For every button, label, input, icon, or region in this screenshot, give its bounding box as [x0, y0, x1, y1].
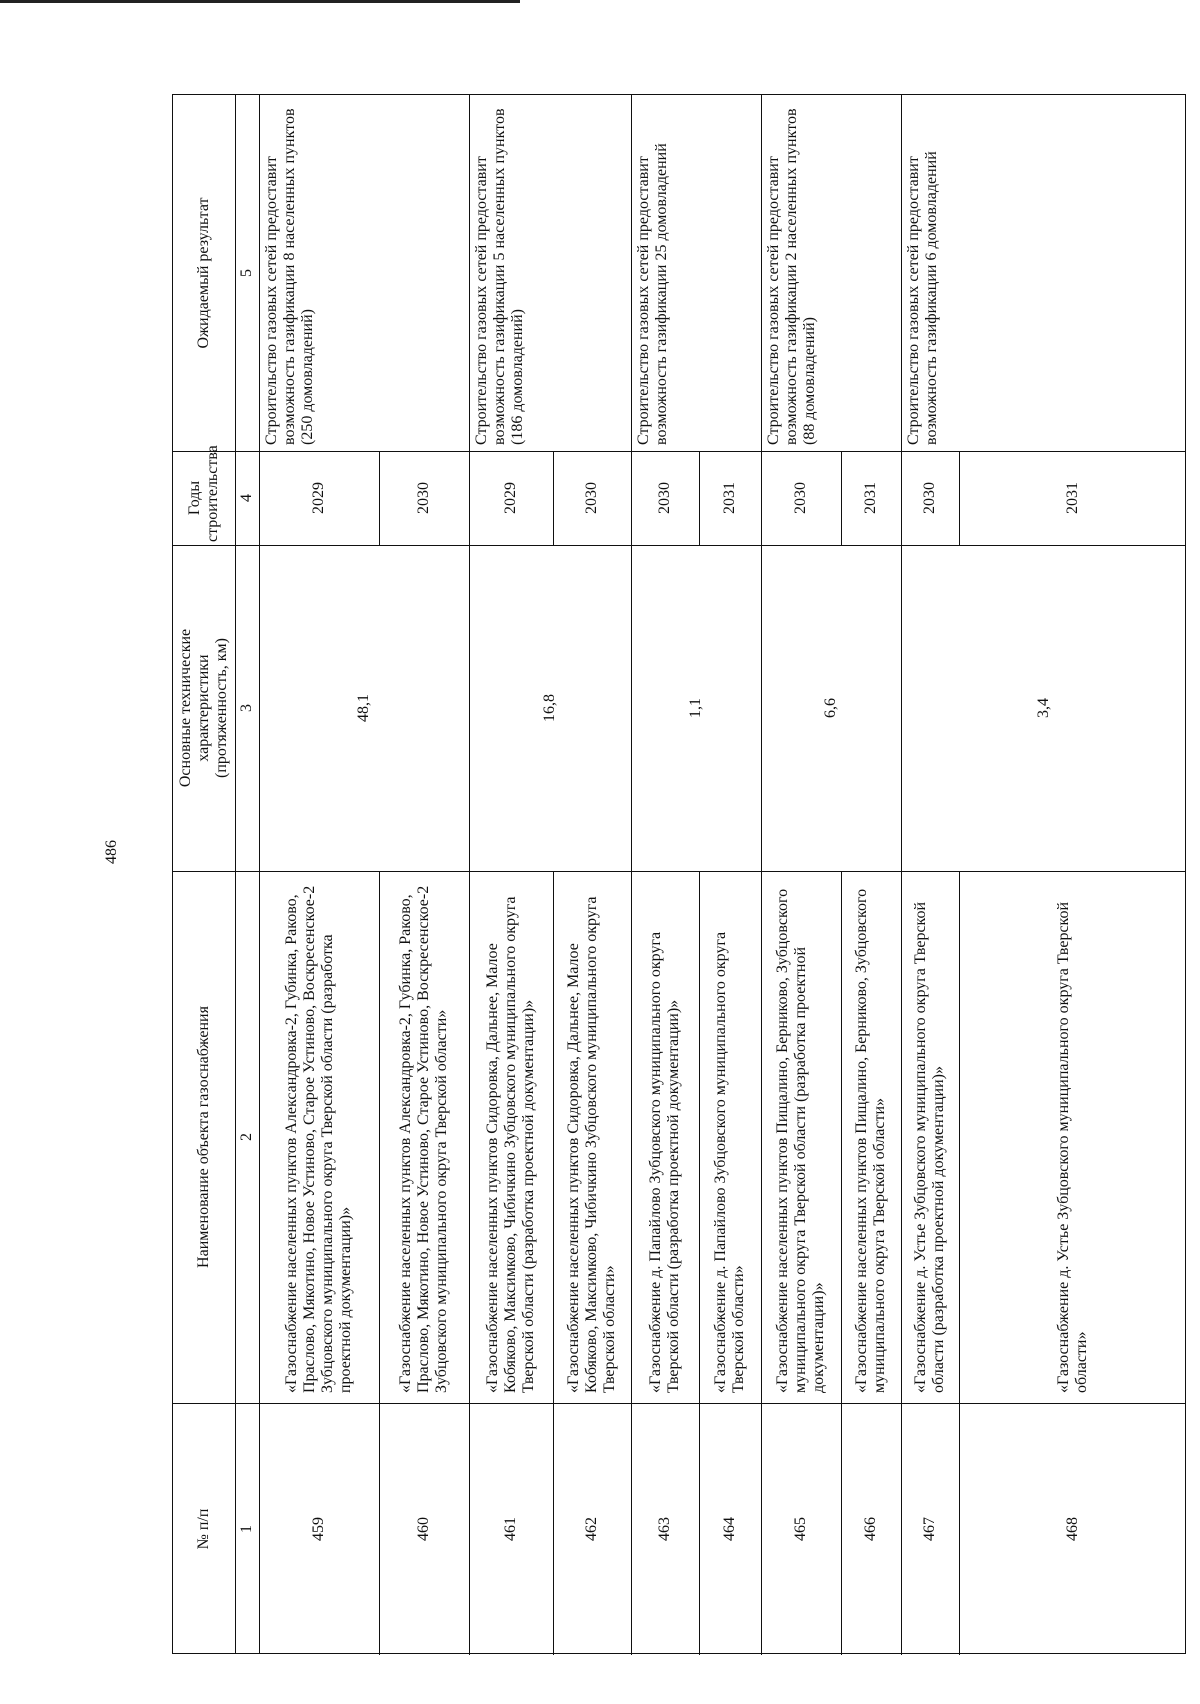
group-result: [631, 95, 761, 451]
row-object-name-text: «Газоснабжение населенных пунктов Сидоровка, Дальнее, Малое Кобяково, Максимково, Чибичкино Зубцовского муниципального округа Тверской области»: [564, 896, 619, 1393]
row-number: [631, 1403, 699, 1655]
row-year-text: 2029: [309, 482, 327, 514]
header-number-5: 5: [237, 269, 255, 277]
group-length-text: 16,8: [540, 694, 558, 722]
row-number: [379, 1403, 469, 1655]
header-num: № п/п: [194, 1508, 212, 1550]
group-result-text: Строительство газовых сетей предоставит возможность газификации 5 населенных пунктов (186 домовладений): [473, 108, 527, 445]
row-year: [631, 451, 699, 545]
row-object-name: [631, 871, 699, 1403]
row-object-name: [379, 871, 469, 1403]
row-object-name-text: «Газоснабжение д. Папайлово Зубцовского муниципального округа Тверской области (разработка проектной документации)»: [646, 931, 682, 1393]
header-number-4: 4: [237, 494, 255, 502]
row-number-text: 467: [920, 1517, 938, 1541]
row-number: [901, 1403, 959, 1655]
row-number: [761, 1403, 841, 1655]
group-result-text: Строительство газовых сетей предоставит возможность газификации 8 населенных пунктов (250 домовладений): [263, 108, 317, 445]
row-object-name-text: «Газоснабжение д. Устье Зубцовского муниципального округа Тверской области (разработка проектной документации)»: [911, 901, 947, 1393]
row-year-text: 2031: [861, 482, 879, 514]
group-length: [901, 545, 1187, 871]
group-result: [901, 95, 1187, 451]
row-object-name: [699, 871, 761, 1403]
group-length: [631, 545, 761, 871]
group-length: [469, 545, 631, 871]
row-object-name-text: «Газоснабжение населенных пунктов Пищалино, Берниково, Зубцовского муниципального округа Тверской области (разработка проектной документации)»: [773, 888, 828, 1393]
row-number-text: 462: [582, 1517, 600, 1541]
row-object-name: [259, 871, 379, 1403]
row-number-text: 459: [309, 1517, 327, 1541]
group-length-text: 3,4: [1034, 698, 1052, 718]
row-number-text: 461: [501, 1517, 519, 1541]
header-number-1: 1: [237, 1525, 255, 1533]
group-length: [761, 545, 901, 871]
page-number: 486: [103, 840, 120, 864]
group-length-text: 6,6: [821, 698, 839, 718]
group-result: [469, 95, 631, 451]
row-year: [761, 451, 841, 545]
row-number-text: 466: [861, 1517, 879, 1541]
row-object-name: [901, 871, 959, 1403]
row-number-text: 464: [720, 1517, 738, 1541]
row-number: [469, 1403, 553, 1655]
row-object-name: [469, 871, 553, 1403]
row-number: [959, 1403, 1187, 1655]
row-year: [959, 451, 1187, 545]
group-result-text: Строительство газовых сетей предоставит возможность газификации 25 домовладений: [635, 143, 671, 445]
row-object-name-text: «Газоснабжение населенных пунктов Сидоровка, Дальнее, Малое Кобяково, Максимково, Чибичкино Зубцовского муниципального округа Тверской области (разработка проектной документации)»: [483, 896, 538, 1393]
group-length: [259, 545, 469, 871]
header-name: Наименование объекта газоснабжения: [194, 1006, 212, 1268]
group-result-text: Строительство газовых сетей предоставит возможность газификации 2 населенных пунктов (88 домовладений): [765, 108, 819, 445]
row-object-name-text: «Газоснабжение д. Устье Зубцовского муниципального округа Тверской области»: [1054, 901, 1090, 1393]
row-year: [469, 451, 553, 545]
group-result: [259, 95, 469, 451]
header-result: Ожидаемый результат: [194, 197, 212, 349]
row-number-text: 460: [414, 1517, 432, 1541]
row-number: [841, 1403, 901, 1655]
group-length-text: 48,1: [354, 694, 372, 722]
row-number: [553, 1403, 631, 1655]
row-object-name-text: «Газоснабжение д. Папайлово Зубцовского муниципального округа Тверской области»: [711, 931, 747, 1393]
header-years: Годы строительства: [185, 445, 221, 542]
row-object-name: [841, 871, 901, 1403]
row-year: [901, 451, 959, 545]
header-number-2: 2: [237, 1133, 255, 1141]
row-object-name-text: «Газоснабжение населенных пунктов Александровка-2, Губинка, Раково, Праслово, Мякотино, Новое Устиново, Старое Устиново, Воскресенское-2 Зубцовского муниципального округа Тверской области (разработка проектной документации)»: [282, 885, 355, 1393]
group-result: [761, 95, 901, 451]
row-year-text: 2031: [1063, 482, 1081, 514]
top-border-line: [0, 0, 520, 3]
row-number: [259, 1403, 379, 1655]
row-year-text: 2030: [791, 482, 809, 514]
header-number-3: 3: [237, 704, 255, 712]
row-year: [841, 451, 901, 545]
row-number-text: 465: [791, 1517, 809, 1541]
row-year: [259, 451, 379, 545]
row-year-text: 2030: [414, 482, 432, 514]
row-year-text: 2030: [920, 482, 938, 514]
row-year-text: 2030: [655, 482, 673, 514]
row-object-name-text: «Газоснабжение населенных пунктов Пищалино, Берниково, Зубцовского муниципального округа Тверской области»: [852, 888, 888, 1393]
header-length: Основные технические характеристики (протяженность, км): [176, 628, 231, 788]
row-object-name: [959, 871, 1187, 1403]
row-number-text: 468: [1063, 1517, 1081, 1541]
row-year: [553, 451, 631, 545]
row-year: [379, 451, 469, 545]
row-year: [699, 451, 761, 545]
row-object-name: [553, 871, 631, 1403]
gas-supply-table: [172, 94, 1186, 1654]
group-result-text: Строительство газовых сетей предоставит возможность газификации 6 домовладений: [905, 151, 941, 445]
row-number: [699, 1403, 761, 1655]
row-year-text: 2031: [720, 482, 738, 514]
row-number-text: 463: [655, 1517, 673, 1541]
row-year-text: 2030: [582, 482, 600, 514]
group-length-text: 1,1: [686, 698, 704, 718]
row-object-name-text: «Газоснабжение населенных пунктов Александровка-2, Губинка, Раково, Праслово, Мякотино, Новое Устиново, Старое Устиново, Воскресенское-2 Зубцовского муниципального округа Тверской области»: [396, 885, 451, 1393]
row-year-text: 2029: [501, 482, 519, 514]
row-object-name: [761, 871, 841, 1403]
